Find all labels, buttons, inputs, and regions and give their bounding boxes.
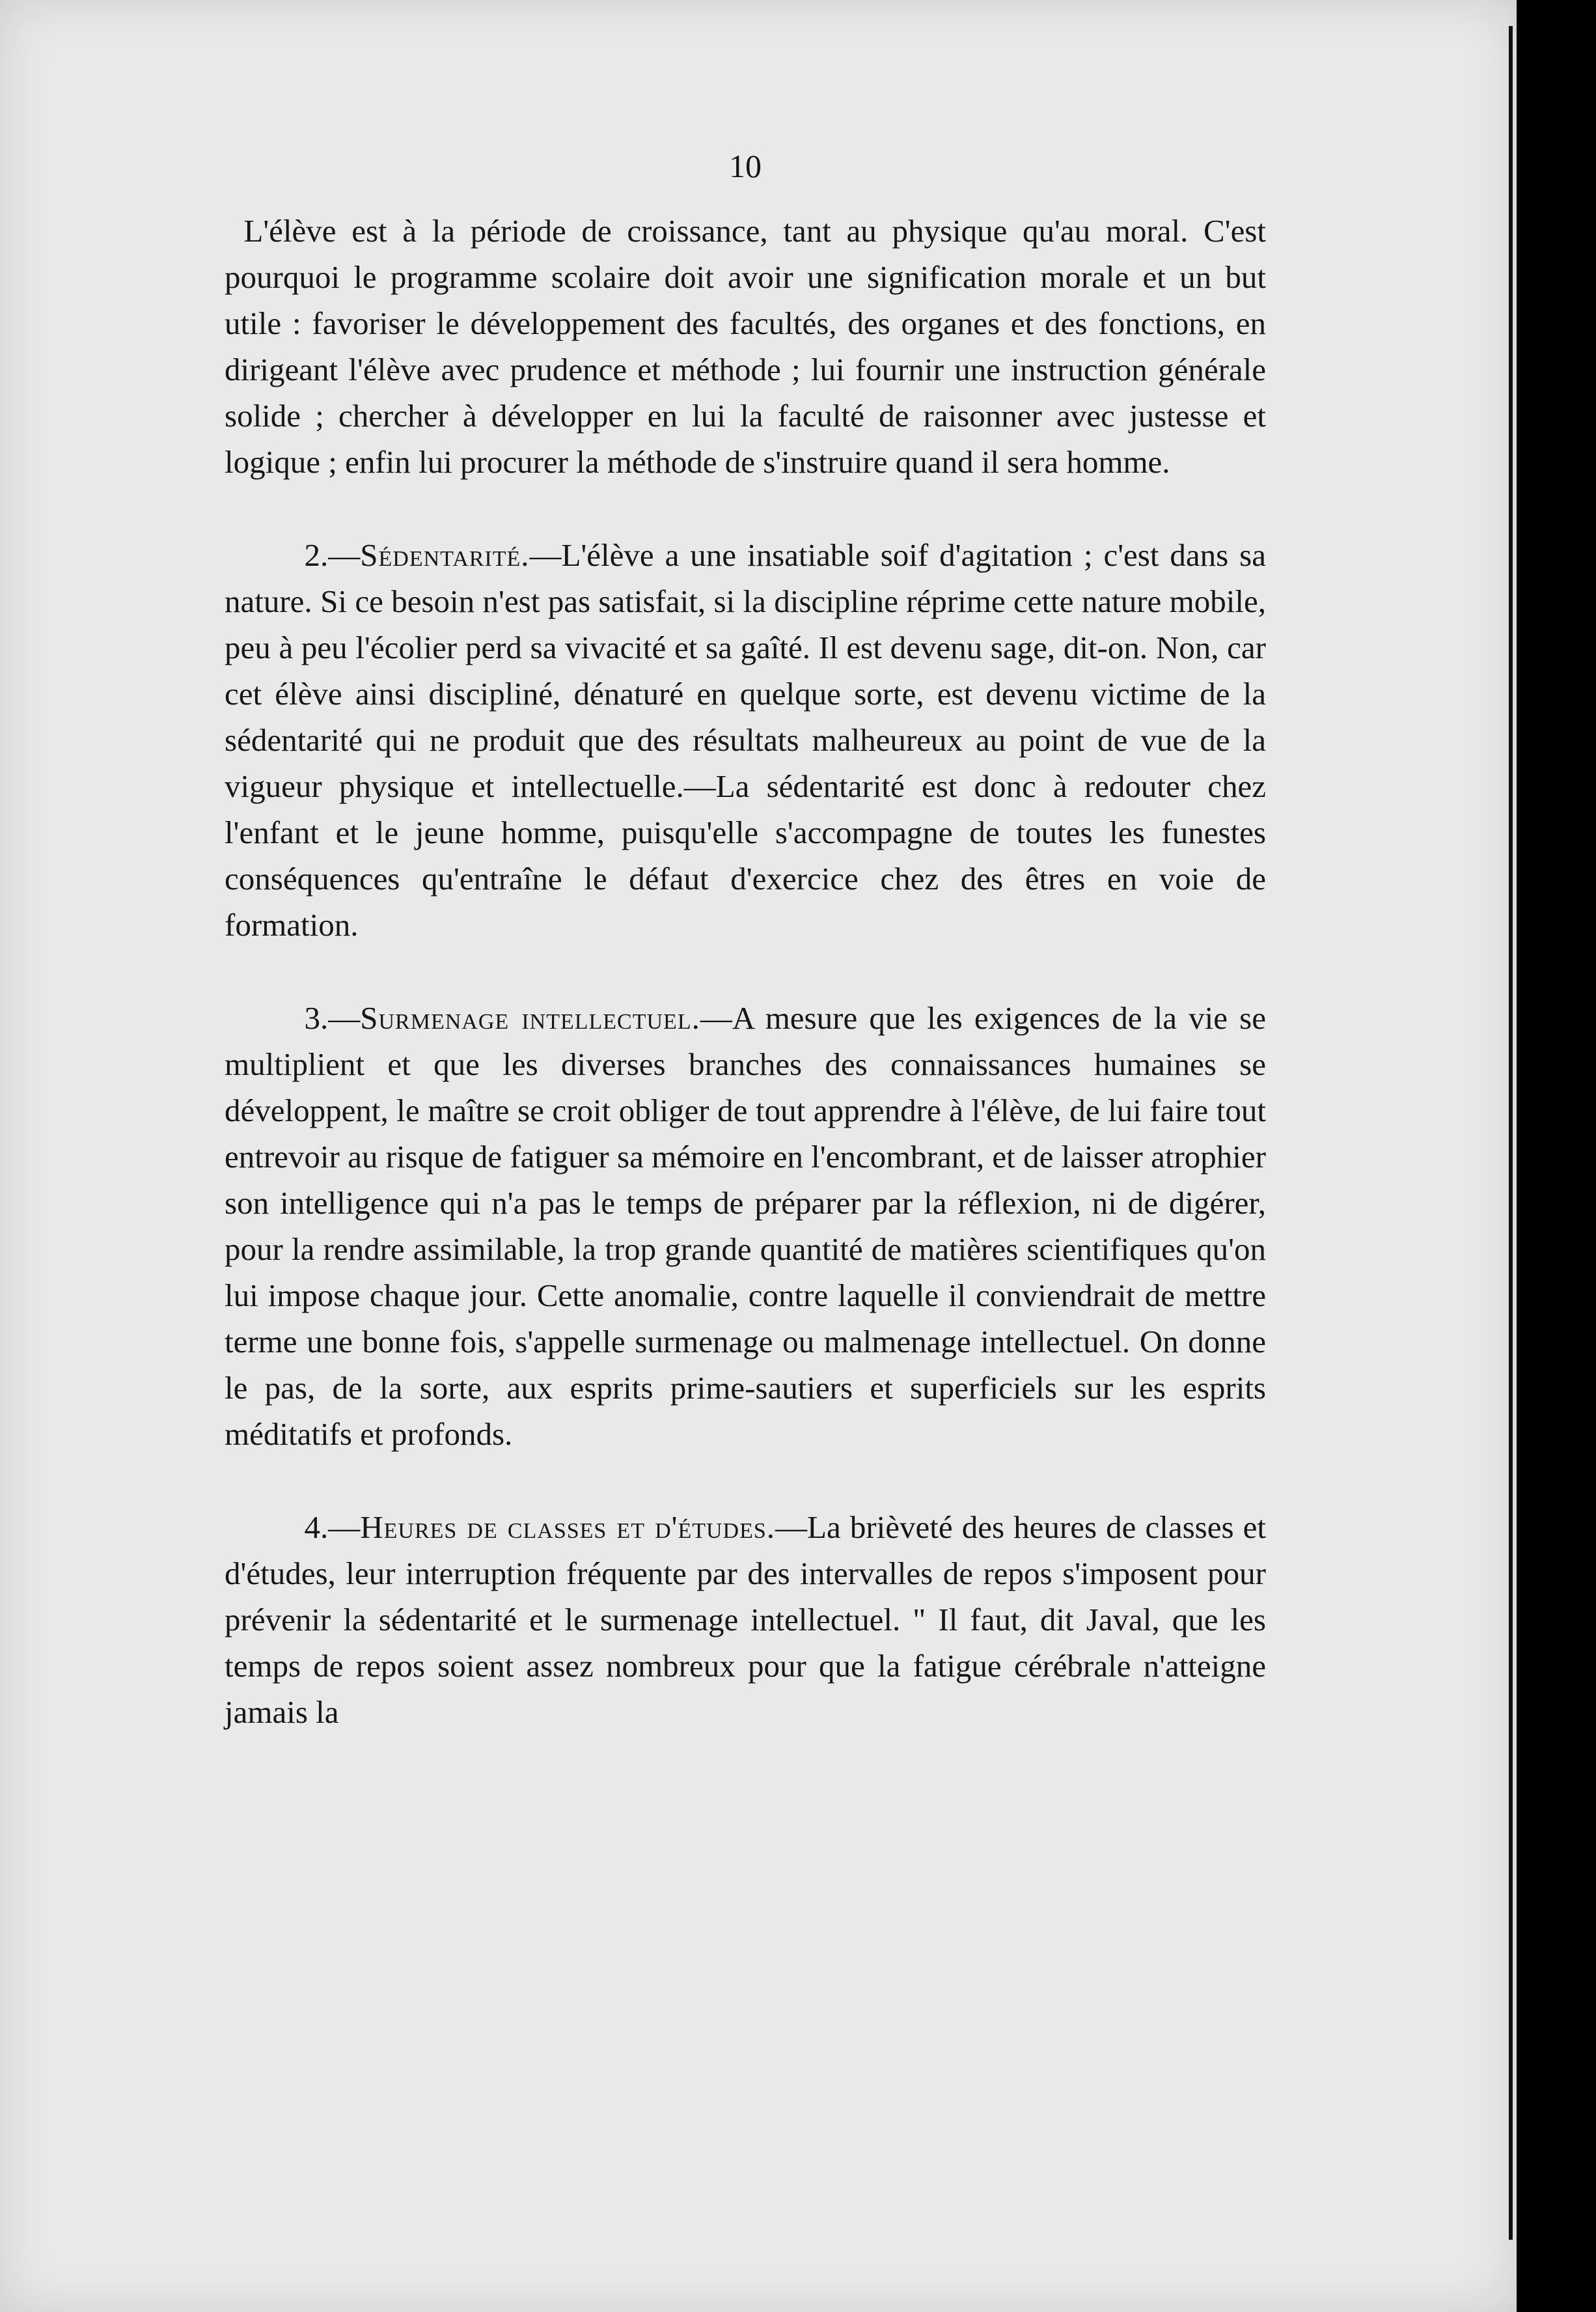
page-edge-line bbox=[1509, 26, 1513, 2240]
scan-border bbox=[1517, 0, 1596, 2312]
page-number: 10 bbox=[729, 148, 762, 184]
paragraph-2-heading: Sédentarité. bbox=[360, 537, 530, 573]
paragraph-3 bbox=[225, 995, 1266, 1457]
paragraph-1-text: L'élève est à la période de croissance, tant au physique qu'au moral. C'est pourquoi le programme scolaire doit avoir une signification morale et un but utile : favoriser le développement des facultés, des organes et des fonctions, en dirigeant l'élève avec prudence et méthode ; lui fournir une instruction générale solide ; chercher à développer en lui la faculté de raisonner avec justesse et logique ; enfin lui procurer la méthode de s'instruire quand il sera homme. bbox=[225, 213, 1266, 480]
paragraph-2-text: —L'élève a une insatiable soif d'agitation ; c'est dans sa nature. Si ce besoin n'est pas satisfait, si la discipline réprime cette nature mobile, peu à peu l'écolier perd sa vivacité et sa gaîté. Il est devenu sage, dit-on. Non, car cet élève ainsi discipliné, dénaturé en quelque sorte, est devenu victime de la sédentarité qui ne produit que des résultats malheureux au point de vue de la vigueur physique et intellectuelle.—La sédentarité est donc à redouter chez l'enfant et le jeune homme, puisqu'elle s'accompagne de toutes les funestes conséquences qu'entraîne le défaut d'exercice chez des êtres en voie de formation. bbox=[225, 537, 1266, 943]
paragraph-2-number: 2.— bbox=[304, 537, 361, 573]
page-text-block bbox=[225, 143, 1266, 1735]
paragraph-4-heading: Heures de classes et d'études. bbox=[360, 1509, 776, 1545]
paragraph-4-number: 4.— bbox=[304, 1509, 361, 1545]
paragraph-4-text: —La brièveté des heures de classes et d'études, leur interruption fréquente par des intervalles de repos s'imposent pour prévenir la sédentarité et le surmenage intellectuel. " Il faut, dit Javal, que les temps de repos soient assez nombreux pour que la fatigue cérébrale n'atteigne jamais la bbox=[225, 1509, 1266, 1730]
paragraph-3-number: 3.— bbox=[304, 1000, 361, 1036]
paragraph-3-text: —A mesure que les exigences de la vie se multiplient et que les diverses branches des connaissances humaines se développent, le maître se croit obliger de tout apprendre à l'élève, de lui faire tout entrevoir au risque de fatiguer sa mémoire en l'encombrant, et de laisser atrophier son intelligence qui n'a pas le temps de préparer par la réflexion, ni de digérer, pour la rendre assimilable, la trop grande quantité de matières scientifiques qu'on lui impose chaque jour. Cette anomalie, contre laquelle il conviendrait de mettre terme une bonne fois, s'appelle surmenage ou malmenage intellectuel. On donne le pas, de la sorte, aux esprits prime-sautiers et superficiels sur les esprits méditatifs et profonds. bbox=[225, 1000, 1267, 1452]
paragraph-4 bbox=[225, 1504, 1266, 1735]
paragraph-3-heading: Surmenage intellectuel. bbox=[360, 1000, 700, 1036]
paragraph-2 bbox=[225, 532, 1266, 948]
paragraph-1 bbox=[225, 208, 1266, 485]
